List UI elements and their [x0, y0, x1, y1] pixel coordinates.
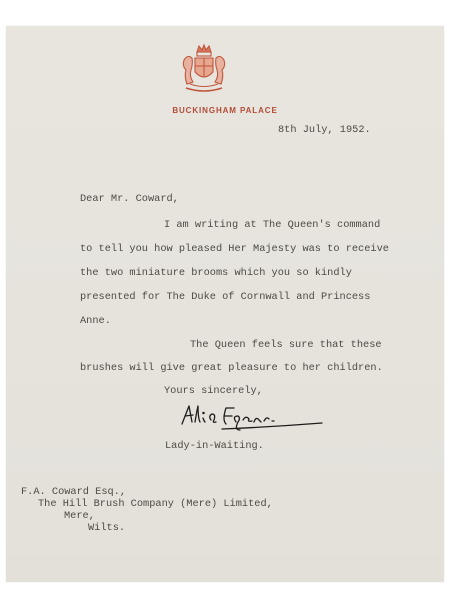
salutation: Dear Mr. Coward,: [80, 193, 179, 205]
closing: Yours sincerely,: [164, 385, 263, 397]
body-line: I am writing at The Queen's command: [164, 219, 381, 231]
body-line: the two miniature brooms which you so kindly: [80, 267, 352, 279]
address-line: Mere,: [64, 510, 95, 522]
royal-crest-icon: [178, 42, 230, 98]
letterhead-title: BUCKINGHAM PALACE: [172, 106, 278, 115]
body-line: presented for The Duke of Cornwall and Princess: [80, 291, 371, 303]
body-line: to tell you how pleased Her Majesty was to receive: [80, 243, 389, 255]
body-line: brushes will give great pleasure to her children.: [80, 362, 383, 374]
address-line: The Hill Brush Company (Mere) Limited,: [38, 498, 273, 510]
handwritten-signature: [176, 400, 326, 434]
address-line: Wilts.: [88, 522, 126, 534]
body-line: The Queen feels sure that these: [190, 339, 382, 351]
body-line: Anne.: [80, 315, 111, 327]
letter-date: 8th July, 1952.: [278, 124, 371, 136]
address-line: F.A. Coward Esq.,: [21, 486, 127, 498]
signatory-title: Lady-in-Waiting.: [165, 440, 264, 452]
